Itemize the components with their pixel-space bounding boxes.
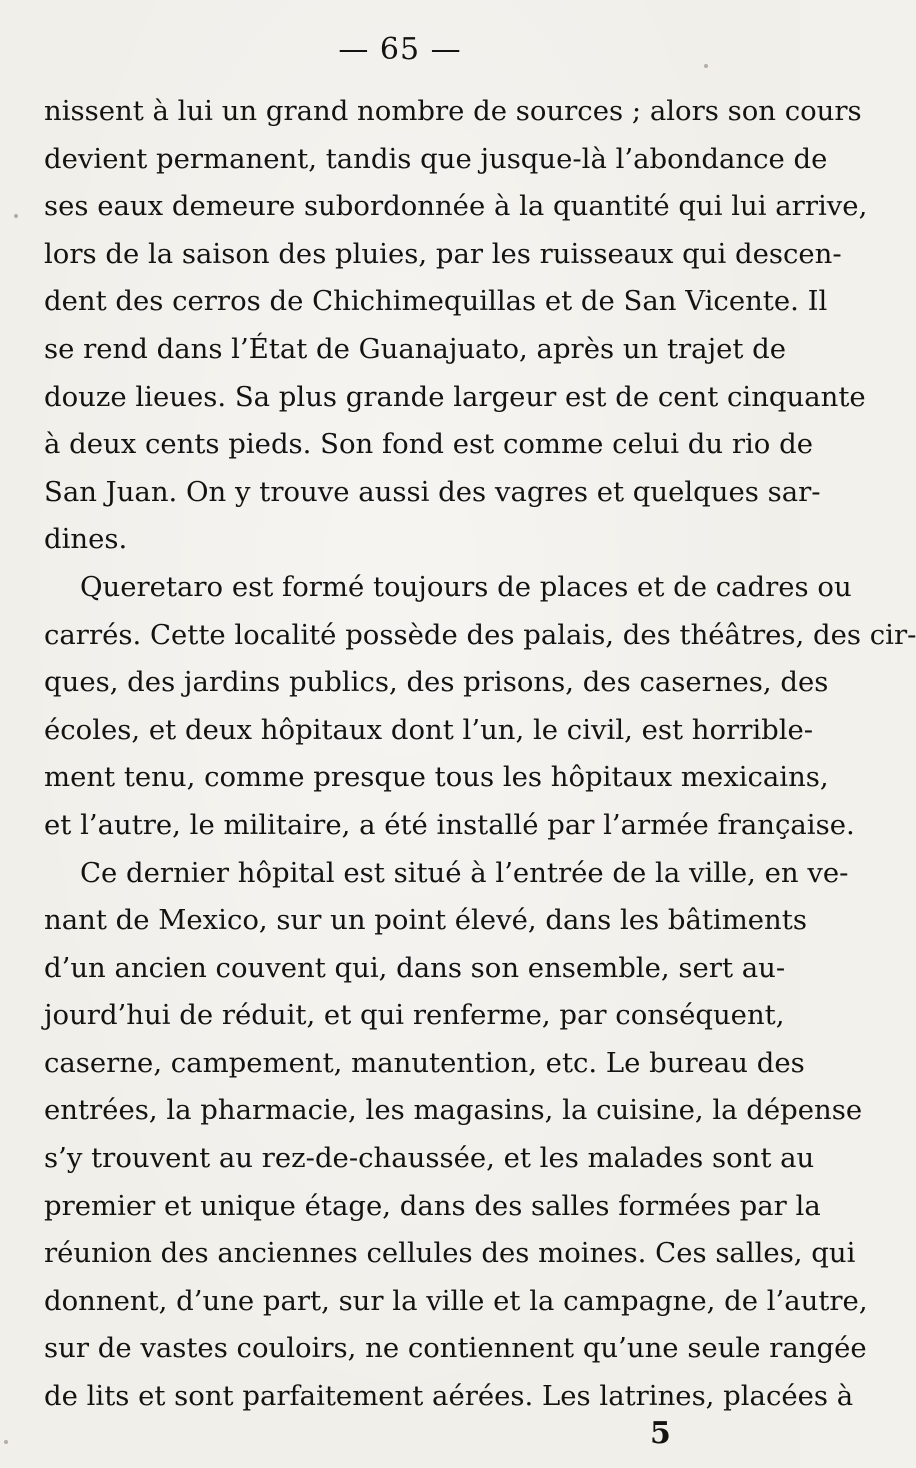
text-line: jourd’hui de réduit, et qui renferme, par conséquent, [44, 999, 785, 1032]
text-line: sur de vastes couloirs, ne contiennent qu’une seule rangée [44, 1332, 867, 1365]
text-line: douze lieues. Sa plus grande largeur est de cent cinquante [44, 380, 866, 413]
paragraph-2 [44, 564, 916, 850]
text-line: de lits et sont parfaitement aérées. Les latrines, placées à [44, 1380, 854, 1413]
text-line: lors de la saison des pluies, par les ruisseaux qui descen- [44, 237, 842, 270]
text-line: premier et unique étage, dans des salles formées par la [44, 1189, 821, 1222]
page-number: — 65 — [338, 32, 462, 67]
text-line: donnent, d’une part, sur la ville et la campagne, de l’autre, [44, 1284, 868, 1317]
text-line: ment tenu, comme presque tous les hôpitaux mexicains, [44, 761, 829, 794]
signature-mark: 5 [650, 1416, 671, 1451]
text-line: nissent à lui un grand nombre de sources ; alors son cours [44, 95, 862, 127]
text-line: devient permanent, tandis que jusque-là l’abondance de [44, 142, 828, 175]
text-line: carrés. Cette localité possède des palais, des théâtres, des cir- [44, 618, 916, 651]
text-line: et l’autre, le militaire, a été installé par l’armée française. [44, 808, 855, 841]
body-text [44, 88, 916, 1421]
text-line: Ce dernier hôpital est situé à l’entrée de la ville, en ve- [80, 856, 849, 889]
text-line: entrées, la pharmacie, les magasins, la cuisine, la dépense [44, 1094, 863, 1127]
text-line: nant de Mexico, sur un point élevé, dans les bâtiments [44, 904, 807, 937]
print-speck [704, 64, 708, 68]
text-line: à deux cents pieds. Son fond est comme celui du rio de [44, 428, 813, 461]
text-line: Queretaro est formé toujours de places et de cadres ou [80, 570, 852, 603]
text-line: caserne, campement, manutention, etc. Le bureau des [44, 1046, 805, 1079]
paragraph-1 [44, 88, 868, 564]
text-line: écoles, et deux hôpitaux dont l’un, le civil, est horrible- [44, 713, 814, 746]
text-line: ques, des jardins publics, des prisons, des casernes, des [44, 666, 829, 699]
text-line: se rend dans l’État de Guanajuato, après un trajet de [44, 332, 787, 365]
print-speck [4, 1440, 8, 1444]
text-line: dines. [44, 523, 128, 556]
text-line: d’un ancien couvent qui, dans son ensemble, sert au- [44, 951, 786, 984]
text-line: dent des cerros de Chichimequillas et de San Vicente. Il [44, 285, 828, 318]
text-line: ses eaux demeure subordonnée à la quantité qui lui arrive, [44, 190, 868, 223]
text-line: s’y trouvent au rez-de-chaussée, et les malades sont au [44, 1142, 815, 1175]
print-speck [14, 214, 18, 218]
paragraph-3 [44, 850, 868, 1421]
text-line: réunion des anciennes cellules des moines. Ces salles, qui [44, 1237, 856, 1270]
text-line: San Juan. On y trouve aussi des vagres et quelques sar- [44, 475, 821, 508]
